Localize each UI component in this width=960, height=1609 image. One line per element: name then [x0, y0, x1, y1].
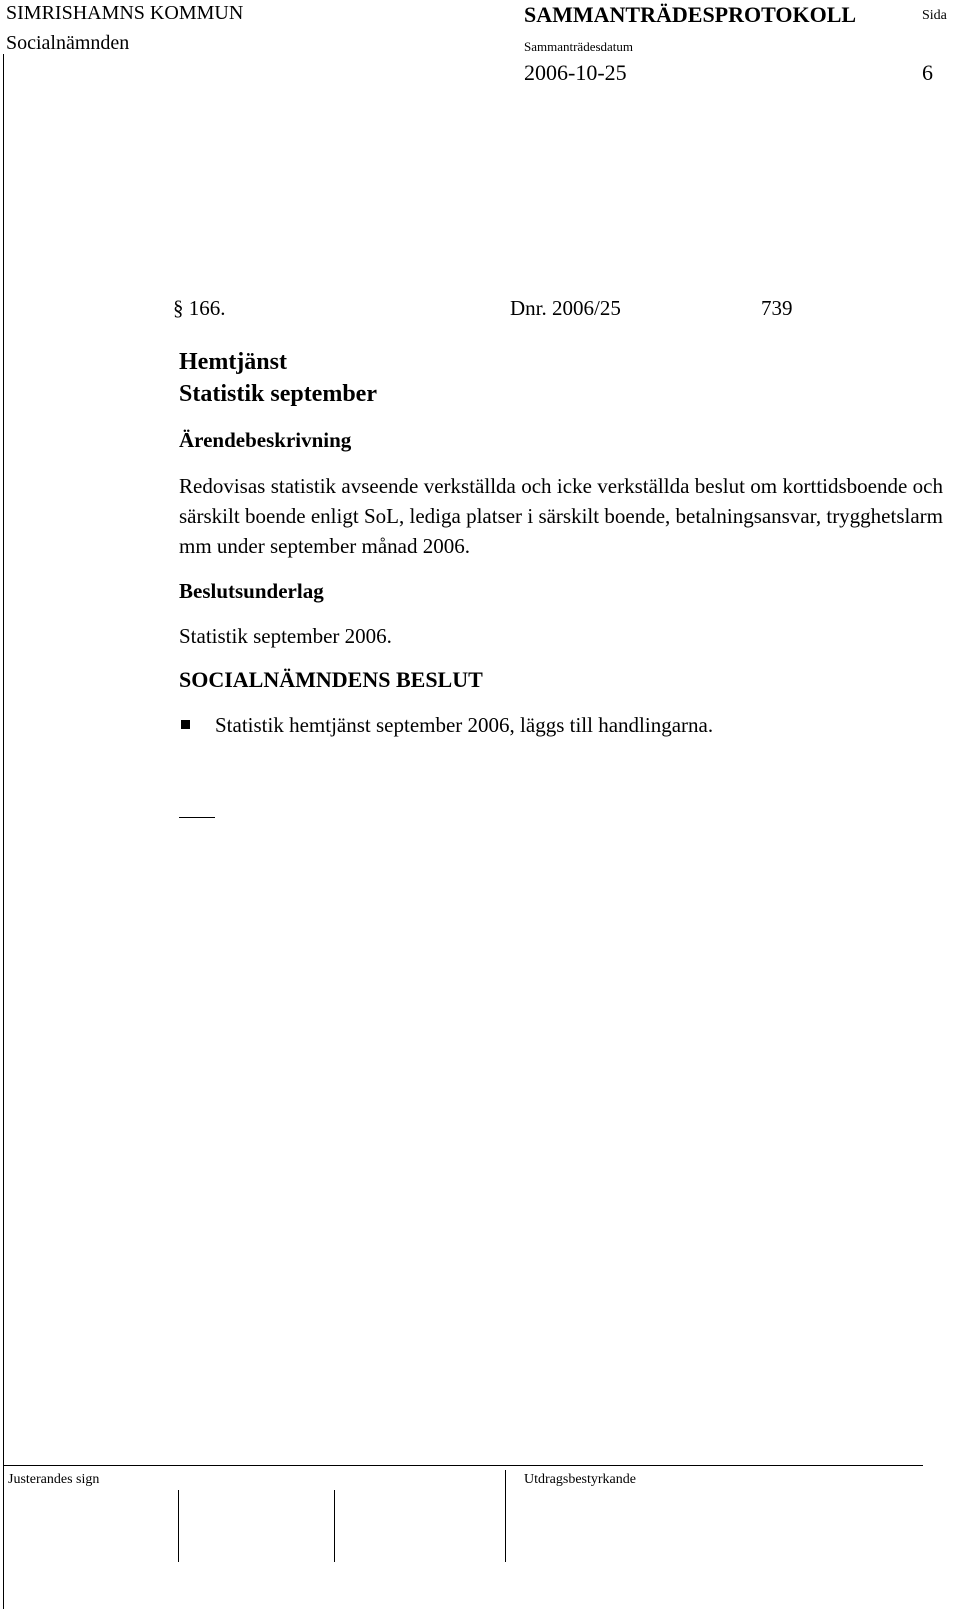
extract-certification-label: Utdragsbestyrkande	[524, 1472, 636, 1487]
page-label: Sida	[922, 8, 947, 23]
meeting-date-label: Sammanträdesdatum	[524, 39, 634, 54]
end-rule	[179, 817, 215, 818]
document-type: SAMMANTRÄDESPROTOKOLL	[524, 2, 857, 27]
description-text: Redovisas statistik avseende verkställda och icke verkställda beslut om korttidsboende och särskilt boende enligt SoL, lediga platser i särskilt boende, betalningsansvar, trygghetslarm mm under september månad 2006.	[179, 474, 943, 558]
footer-signature-divider-1	[178, 1490, 179, 1562]
reference-number: 739	[761, 296, 793, 320]
agenda-item	[173, 296, 953, 738]
organization-name: SIMRISHAMNS KOMMUN	[6, 2, 244, 24]
meeting-date: 2006-10-25	[524, 60, 627, 85]
description-heading: Ärendebeskrivning	[179, 428, 352, 452]
left-margin-rule	[3, 54, 4, 1609]
item-title	[179, 346, 953, 410]
footer-signature-divider-2	[334, 1490, 335, 1562]
department-name: Socialnämnden	[6, 32, 130, 54]
item-title-line-1: Hemtjänst	[179, 349, 287, 375]
decision-item	[179, 713, 953, 738]
dnr-number: Dnr. 2006/25	[510, 296, 621, 320]
footer-signature-divider-3	[505, 1470, 506, 1562]
signature-label: Justerandes sign	[8, 1472, 100, 1487]
basis-heading: Beslutsunderlag	[179, 579, 324, 603]
section-number: § 166.	[173, 296, 226, 320]
footer-top-rule	[3, 1465, 923, 1466]
square-bullet-icon	[181, 720, 190, 729]
page-number: 6	[922, 60, 933, 85]
item-reference-row	[173, 296, 953, 326]
item-title-line-2: Statistik september	[179, 381, 377, 407]
basis-text: Statistik september 2006.	[179, 624, 392, 648]
decision-heading: SOCIALNÄMNDENS BESLUT	[179, 667, 483, 692]
decision-item-text: Statistik hemtjänst september 2006, läggs till handlingarna.	[215, 713, 714, 737]
